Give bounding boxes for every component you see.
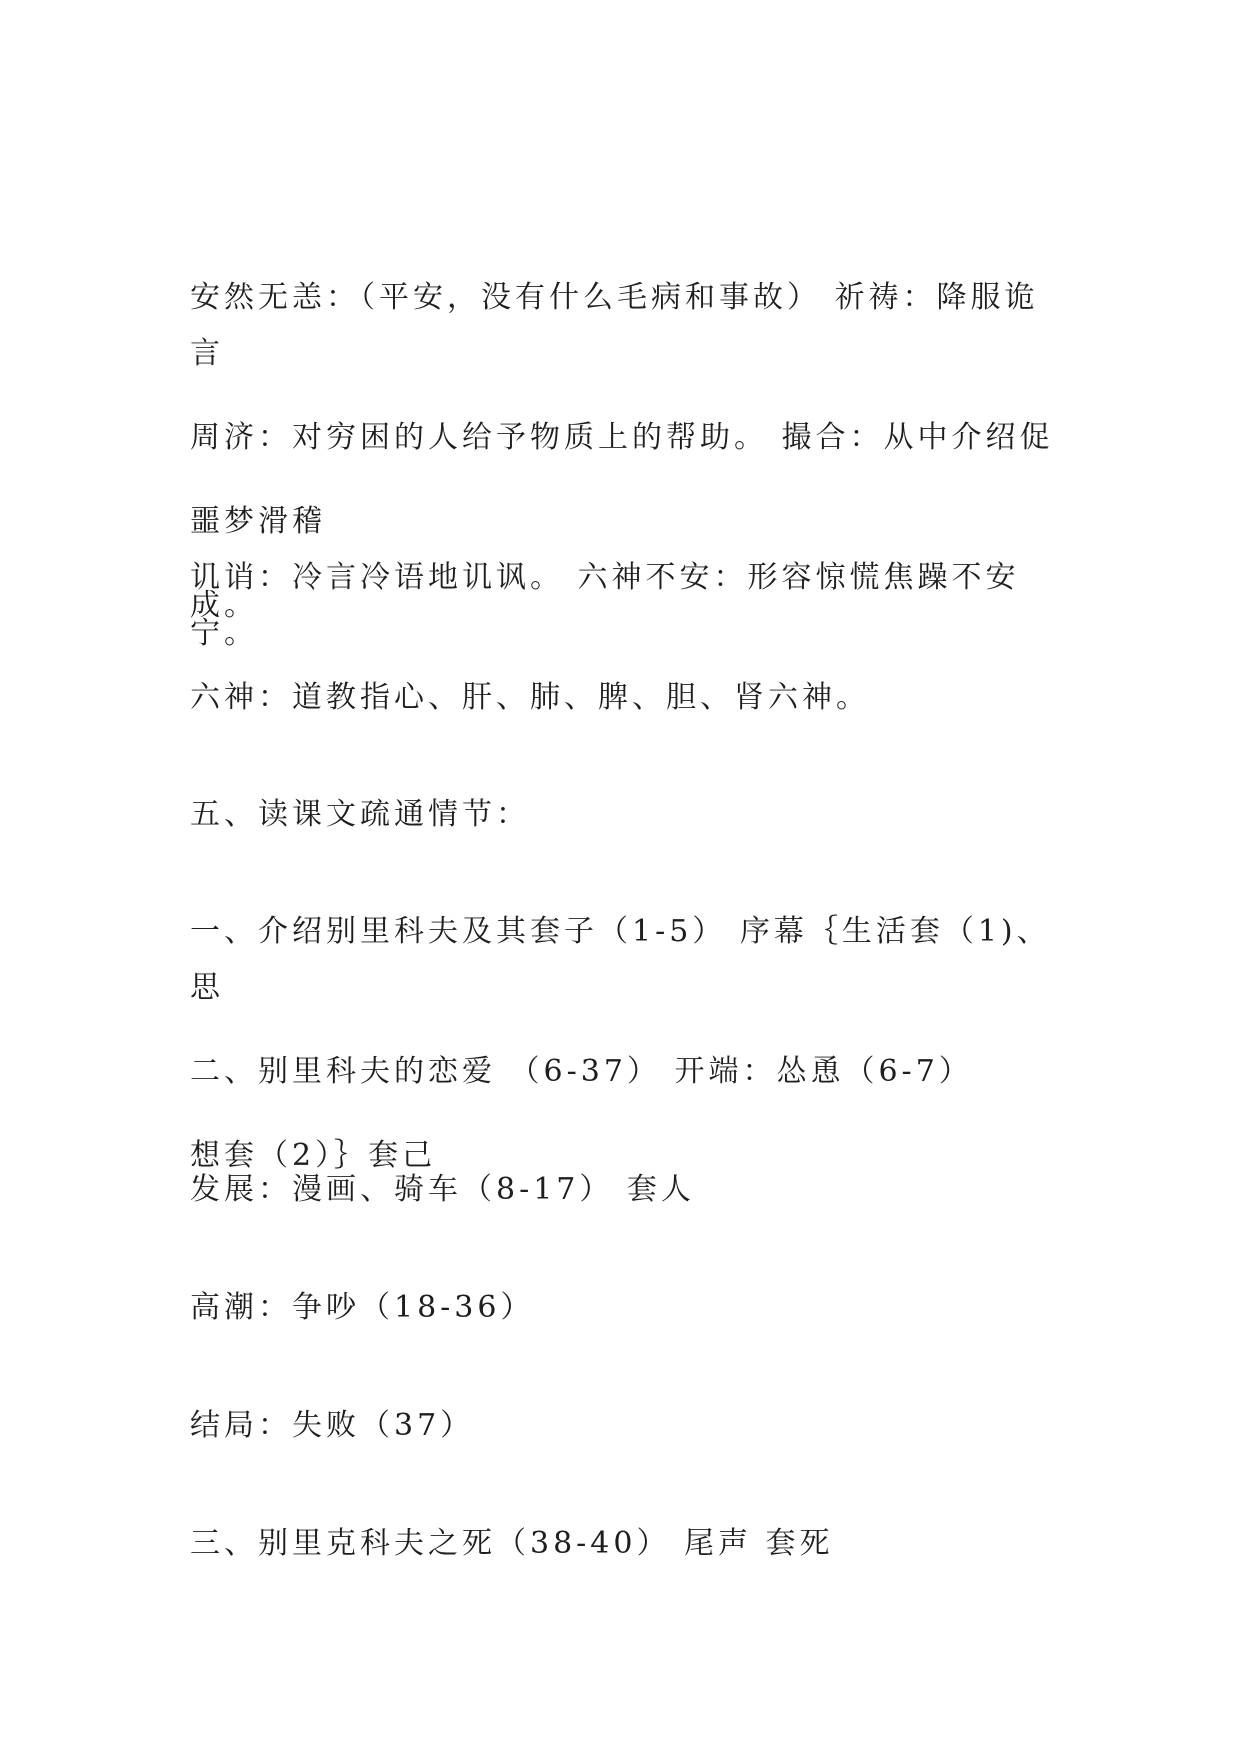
text-line: 发展：漫画、骑车（8-17） 套人 bbox=[190, 1172, 695, 1207]
text-line: 高潮：争吵（18-36） bbox=[190, 1290, 535, 1325]
text-line: 一、介绍别里科夫及其套子（1-5） 序幕｛生活套（1)、思 bbox=[190, 914, 1051, 1005]
text-line: 成。 bbox=[190, 588, 258, 623]
text-line: 三、别里克科夫之死（38-40） 尾声 套死 bbox=[190, 1526, 834, 1561]
outline-part-three bbox=[190, 1404, 1070, 1684]
text-line: 想套（2）｝套己 bbox=[190, 1138, 437, 1173]
text-line: 六神：道教指心、肝、肺、脾、胆、肾六神。 bbox=[190, 680, 870, 715]
text-line: 周济：对穷困的人给予物质上的帮助。 撮合：从中介绍促 bbox=[190, 420, 1054, 455]
text-line: 二、别里科夫的恋爱 （6-37） 开端：怂恿（6-7） bbox=[190, 1054, 973, 1089]
text-line: 结局：失败（37） bbox=[190, 1408, 475, 1443]
text-line: 讥诮：冷言冷语地讥讽。 六神不安：形容惊慌焦躁不安宁。 bbox=[190, 560, 1020, 651]
text-line: 噩梦滑稽 bbox=[190, 504, 326, 539]
text-line: 五、读课文疏通情节： bbox=[190, 797, 530, 832]
text-line: 安然无恙：（平安，没有什么毛病和事故） 祈祷：降服诡言 bbox=[190, 280, 1039, 371]
